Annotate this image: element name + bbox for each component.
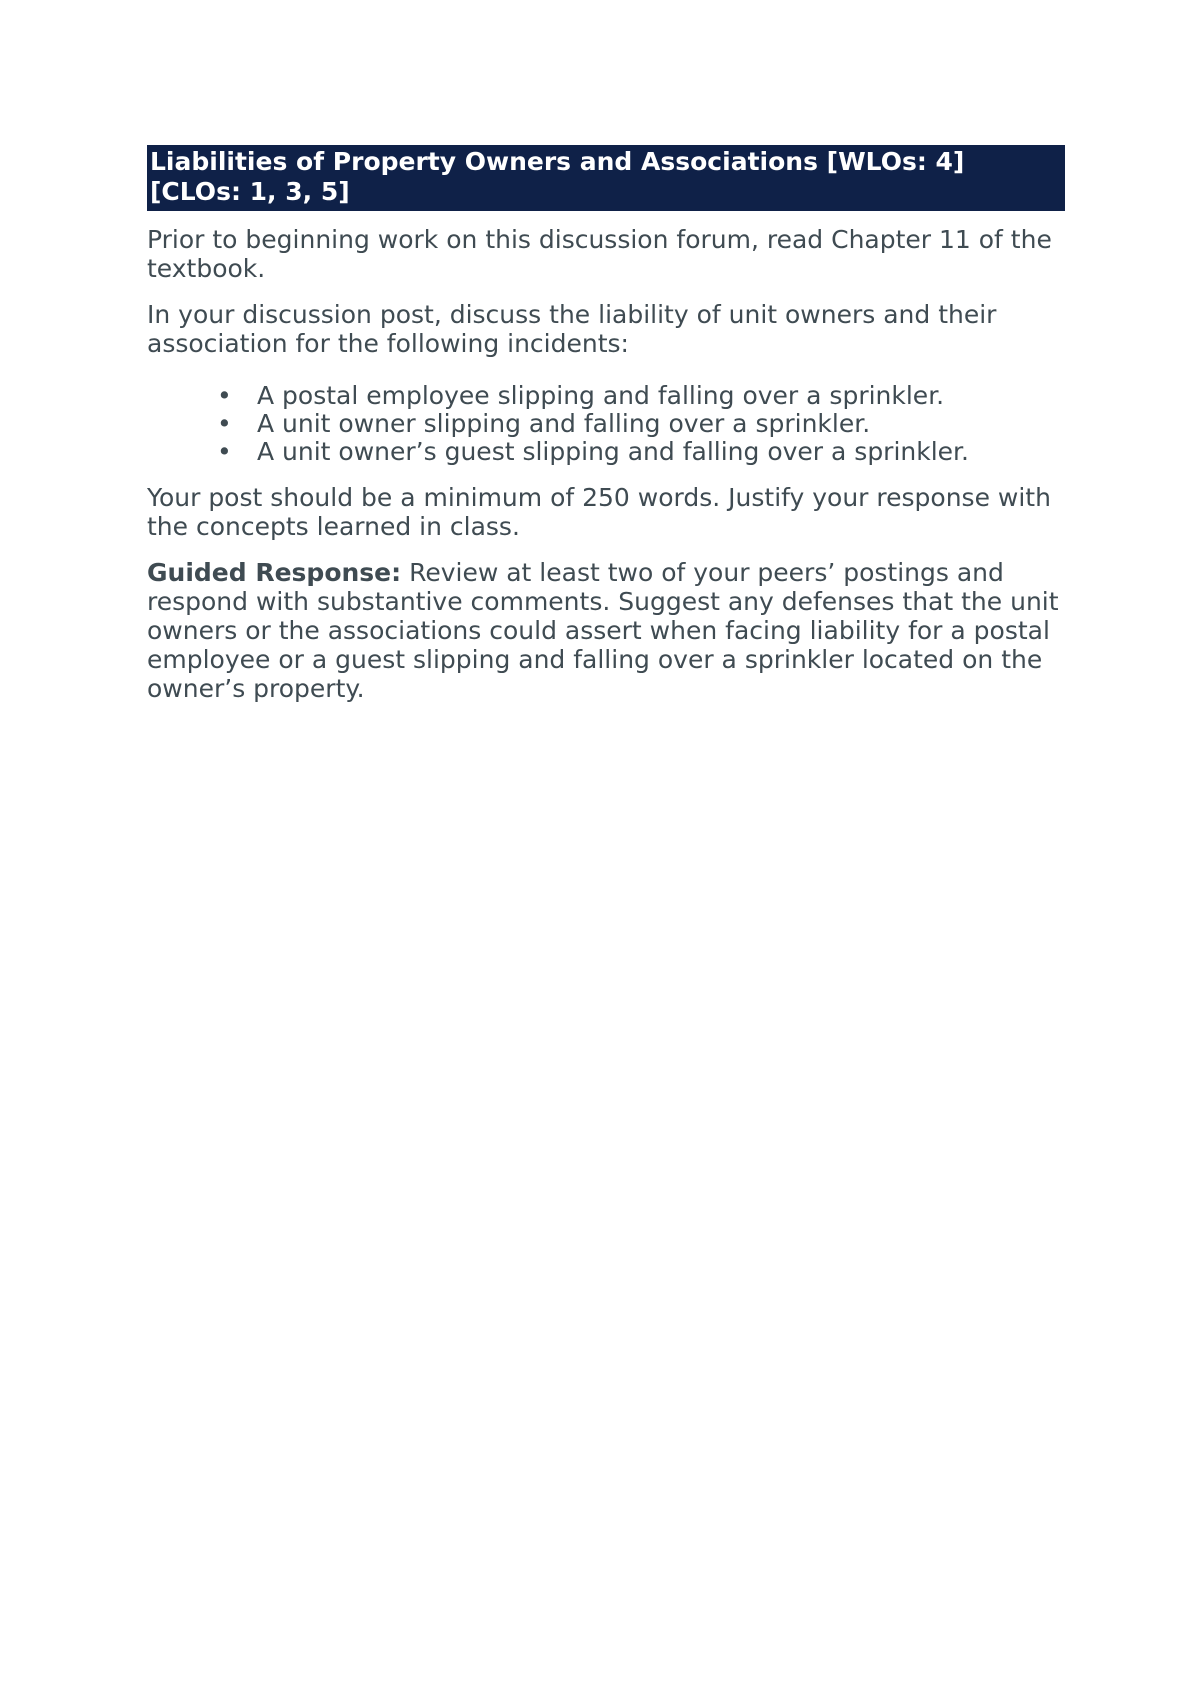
page-title: Liabilities of Property Owners and Associations [WLOs: 4] [CLOs: 1, 3, 5] <box>147 145 1065 211</box>
prompt-paragraph: In your discussion post, discuss the liability of unit owners and their association for the following incidents: <box>147 300 997 358</box>
list-item <box>147 382 1065 410</box>
incident-list <box>147 382 1065 466</box>
bullet-icon: • <box>217 409 232 438</box>
requirement-paragraph: Your post should be a minimum of 250 words. Justify your response with the concepts learned in class. <box>147 483 1051 541</box>
bullet-icon: • <box>217 437 232 466</box>
document-page <box>147 145 1065 720</box>
list-item-text: A unit owner slipping and falling over a sprinkler. <box>257 409 871 438</box>
bullet-icon: • <box>217 381 232 410</box>
list-item-text: A unit owner’s guest slipping and falling over a sprinkler. <box>257 437 969 466</box>
list-item-text: A postal employee slipping and falling over a sprinkler. <box>257 381 945 410</box>
guided-response-label: Guided Response: <box>147 558 402 587</box>
guided-response-text: Review at least two of your peers’ postings and respond with substantive comments. Suggest any defenses that the unit owners or the associations could assert when facing liability for a postal employee or a guest slipping and falling over a sprinkler located on the owner’s property. <box>147 558 1059 703</box>
guided-response-paragraph <box>147 558 1065 703</box>
intro-paragraph: Prior to beginning work on this discussion forum, read Chapter 11 of the textbook. <box>147 225 1052 283</box>
list-item <box>147 438 1065 466</box>
list-item <box>147 410 1065 438</box>
